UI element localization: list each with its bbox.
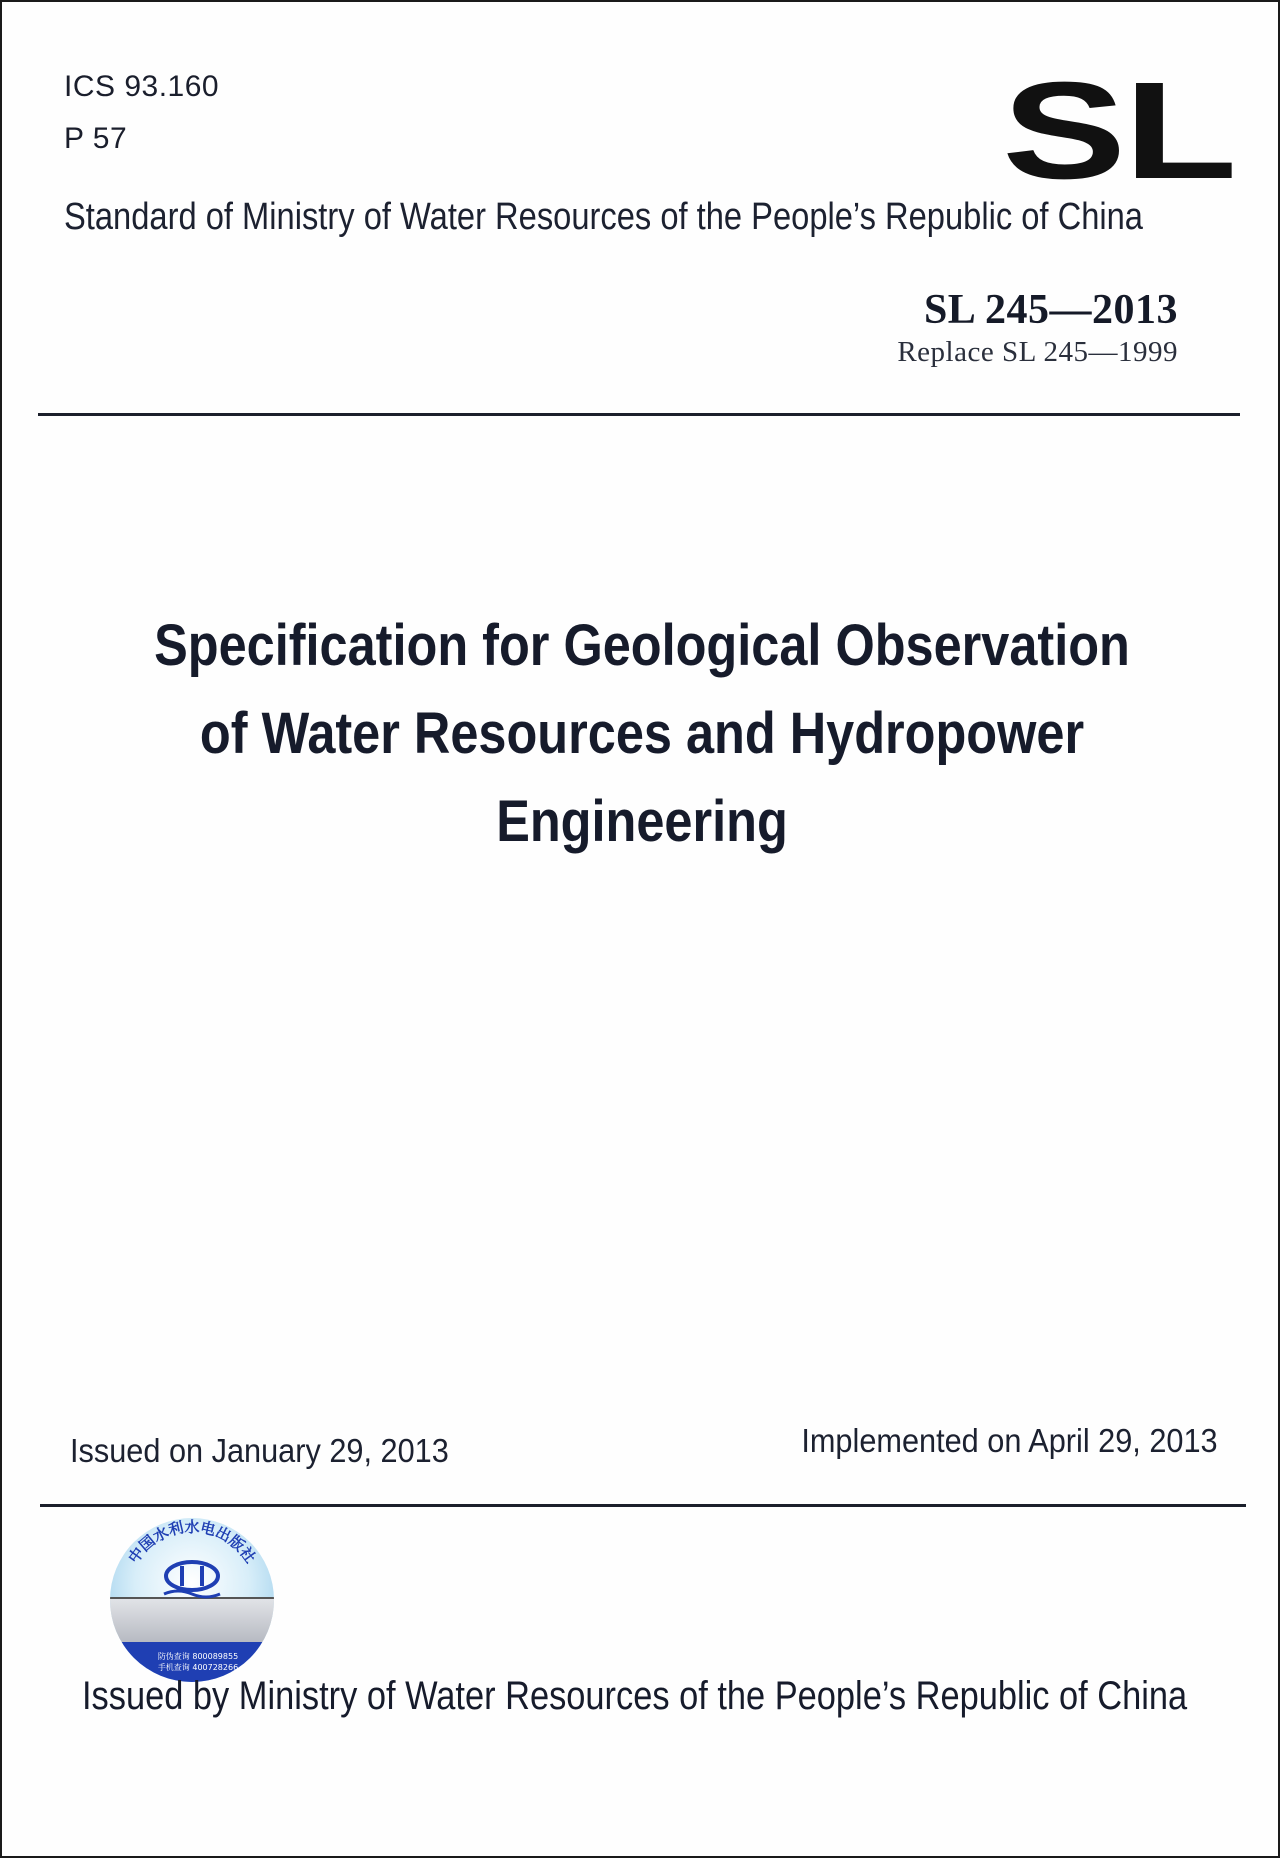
issuer-line: Issued by Ministry of Water Resources of the People’s Republic of China <box>82 1674 1188 1718</box>
p-code: P 57 <box>64 122 128 155</box>
seal-band-text-2: 手机查询 400728266 <box>157 1663 239 1672</box>
sl-logo: SL <box>1002 54 1235 208</box>
top-divider <box>38 413 1240 416</box>
seal-arc-text: 中国水利水电出版社 <box>124 1517 260 1567</box>
seal-band-text-1: 防伪查询 800089855 <box>157 1652 239 1661</box>
hologram-seal-graphic <box>106 1514 278 1686</box>
standard-code-block <box>897 286 1178 369</box>
title-line-3: Engineering <box>496 789 788 854</box>
ministry-standard-line: Standard of Ministry of Water Resources of the People’s Republic of China <box>64 196 1143 238</box>
standard-number: SL 245—2013 <box>923 287 1178 333</box>
implemented-date: Implemented on April 29, 2013 <box>801 1422 1218 1459</box>
title-line-2: of Water Resources and Hydropower <box>199 701 1085 766</box>
document-title <box>2 602 1280 866</box>
hologram-seal-icon <box>106 1514 278 1686</box>
issued-date: Issued on January 29, 2013 <box>70 1432 449 1469</box>
replaced-standard: Replace SL 245—1999 <box>897 336 1178 368</box>
bottom-divider <box>40 1504 1246 1507</box>
ics-code: ICS 93.160 <box>64 70 220 103</box>
title-line-1: Specification for Geological Observation <box>154 613 1130 678</box>
